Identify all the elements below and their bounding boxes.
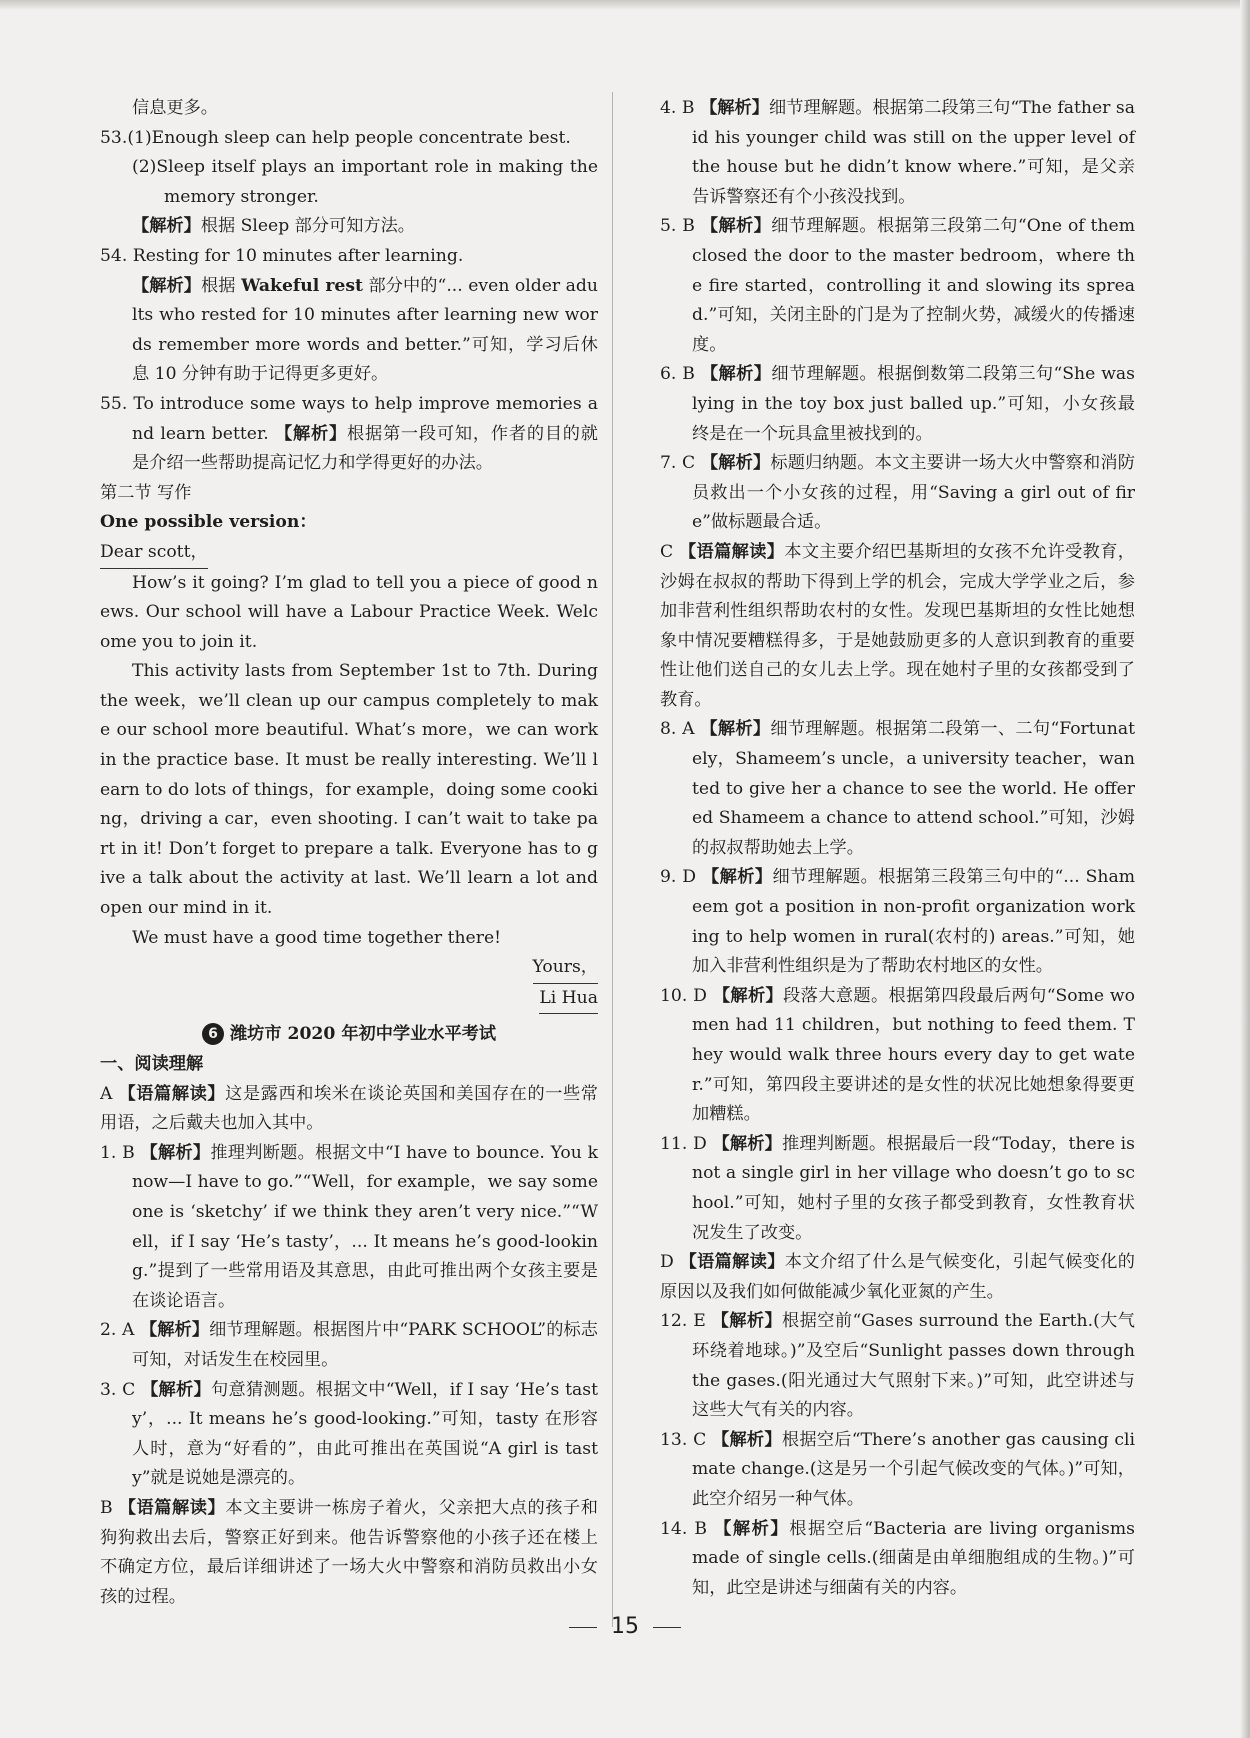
continuation-line: 信息更多。 bbox=[132, 98, 218, 118]
answer-11: 11. D 【解析】推理判断题。根据最后一段“Today，there is not a single girl in her village who doesn’t go to school.”可知，她村子里的女孩子都受到教育，女性教育状况发生了改变。 bbox=[660, 1133, 1135, 1243]
passage-c-summary: C 【语篇解读】本文主要介绍巴基斯坦的女孩不允许受教育，沙姆在叔叔的帮助下得到上学的机会，完成大学学业之后，参加非营利性组织帮助农村的女性。发现巴基斯坦的女性比她想象中情况要糟糕得多，于是她鼓励更多的人意识到教育的重要性让他们送自己的女儿去上学。现在她村子里的女孩都受到了教育。 bbox=[660, 541, 1135, 710]
answer-10: 10. D 【解析】段落大意题。根据第四段最后两句“Some women had 11 children，but nothing to feed them. They would walk three hours every day to get water.”可知，第四段主要讲述的是女性的状况比她想象得要更加糟糕。 bbox=[660, 985, 1135, 1125]
answer-54: 54. Resting for 10 minutes after learning. bbox=[100, 245, 464, 266]
answer-8: 8. A 【解析】细节理解题。根据第二段第一、二句“Fortunately，Shameem’s uncle，a university teacher，wanted to give her a chance to see the world. He offered Shameem a chance to attend school.”可知，沙姆的叔叔帮助她去上学。 bbox=[660, 719, 1135, 858]
exam-number-badge: 6 bbox=[202, 1023, 224, 1045]
analysis-text: 部分中的“... even older adults who rested for 10 minutes after learning new words remember more words and better.”可知，学习后休息 10 分钟有助于记得更多更好。 bbox=[132, 275, 599, 385]
answer-4: 4. B 【解析】细节理解题。根据第二段第三句“The father said his younger child was still on the upper level of the house but he didn’t know where.”可知，是父亲告诉警察还有个小孩没找到。 bbox=[660, 98, 1135, 207]
letter-paragraph-1: How’s it going? I’m glad to tell you a piece of good news. Our school will have a Labour Practice Week. Welcome you to join it. bbox=[100, 572, 598, 652]
analysis-text: 根据第一段可知，作者的目的就是介绍一些帮助提高记忆力和学得更好的办法。 bbox=[132, 423, 598, 474]
analysis-53 bbox=[100, 212, 598, 242]
left-column bbox=[100, 94, 598, 1612]
letter-paragraph-3: We must have a good time together there! bbox=[132, 927, 502, 948]
exam-title: 6 潍坊市 2020 年初中学业水平考试 bbox=[100, 1020, 598, 1050]
letter-salutation: Dear scott， bbox=[100, 538, 598, 569]
letter-paragraph-2: This activity lasts from September 1st to 7th. During the week，we’ll clean up our campus completely to make our school more beautiful. What’s more，we can work in the practice base. It must be really interesting. We’ll learn to do lots of things，for example，doing some cooking，driving a car，even shooting. I can’t wait to take part in it! Don’t forget to prepare a talk. Everyone has to give a talk about the activity at last. We’ll learn a lot and open our mind in it. bbox=[100, 661, 598, 919]
right-column bbox=[660, 94, 1135, 1603]
passage-b-summary: B 【语篇解读】本文主要讲一栋房子着火，父亲把大点的孩子和狗狗救出去后，警察正好到来。他告诉警察他的小孩子还在楼上不确定方位，最后详细讲述了一场大火中警察和消防员救出小女孩的过程。 bbox=[100, 1497, 598, 1607]
answer-7: 7. C 【解析】标题归纳题。本文主要讲一场大火中警察和消防员救出一个小女孩的过程，用“Saving a girl out of fire”做标题最合适。 bbox=[660, 453, 1135, 533]
analysis-text: 根据 Sleep 部分可知方法。 bbox=[200, 216, 415, 237]
page-footer bbox=[0, 1614, 1250, 1639]
answer-1: 1. B 【解析】推理判断题。根据文中“I have to bounce. You know—I have to go.”“Well，for example，we say someone is ‘sketchy’ if we think they aren’t very nice.”“Well，if I say ‘He’s tasty’，... It means he’s good-looking.”提到了一些常用语及其意思，由此可推出两个女孩主要是在谈论语言。 bbox=[100, 1142, 598, 1311]
column-divider bbox=[612, 92, 613, 1627]
answer-13: 13. C 【解析】根据空后“There’s another gas causing climate change.(这是另一个引起气候改变的气体。)”可知，此空介绍另一种气体。 bbox=[660, 1429, 1135, 1509]
part-heading: 一、阅读理解 bbox=[100, 1054, 204, 1074]
page-number: 15 bbox=[611, 1614, 639, 1639]
passage-d-summary: D 【语篇解读】本文介绍了什么是气候变化，引起气候变化的原因以及我们如何做能减少氧化亚氮的产生。 bbox=[660, 1252, 1135, 1302]
analysis-54: 【解析】根据 Wakeful rest 部分中的“... even older adults who rested for 10 minutes after learning new words remember more words and better.”可知，学习后休息 10 分钟有助于记得更多更好。 bbox=[132, 275, 599, 385]
answer-9: 9. D 【解析】细节理解题。根据第三段第三句中的“... Shameem got a position in non-profit organization working to help women in rural(农村的) areas.”可知，她加入非营利性组织是为了帮助农村地区的女性。 bbox=[660, 867, 1135, 977]
version-label: One possible version： bbox=[100, 512, 317, 533]
letter-signature: Li Hua bbox=[100, 984, 598, 1015]
section-heading: 第二节 写作 bbox=[100, 482, 192, 503]
answer-53-1: 53.(1)Enough sleep can help people concentrate best. bbox=[100, 127, 571, 148]
answer-14: 14. B 【解析】根据空后“Bacteria are living organisms made of single cells.(细菌是由单细胞组成的生物。)”可知，此空是讲述与细菌有关的内容。 bbox=[660, 1518, 1135, 1598]
page-top-edge bbox=[0, 0, 1250, 10]
letter-closing: Yours， bbox=[100, 953, 598, 984]
analysis-tag: 【解析】 bbox=[275, 423, 347, 444]
page-right-edge bbox=[1240, 0, 1250, 1738]
footer-dash-left bbox=[569, 1627, 597, 1628]
answer-3: 3. C 【解析】句意猜测题。根据文中“Well，if I say ‘He’s tasty’，... It means he’s good-looking.”可知，tasty 在形容人时，意为“好看的”，由此可推出在英国说“A girl is tasty”就是说她是漂亮的。 bbox=[100, 1379, 598, 1489]
answer-5: 5. B 【解析】细节理解题。根据第三段第二句“One of them closed the door to the master bedroom，where the fire started，controlling it and slowing its spread.”可知，关闭主卧的门是为了控制火势，减缓火的传播速度。 bbox=[660, 216, 1135, 355]
answer-53-2: (2)Sleep itself plays an important role in making the memory stronger. bbox=[132, 157, 598, 207]
section-name: Wakeful rest bbox=[241, 275, 363, 296]
answer-2: 2. A 【解析】细节理解题。根据图片中“PARK SCHOOL”的标志可知，对话发生在校园里。 bbox=[100, 1320, 598, 1370]
answer-6: 6. B 【解析】细节理解题。根据倒数第二段第三句“She was lying in the toy box just balled up.”可知，小女孩最终是在一个玩具盒里被找到的。 bbox=[660, 364, 1135, 444]
analysis-tag: 【解析】 bbox=[132, 216, 201, 237]
passage-a-summary: A 【语篇解读】这是露西和埃米在谈论英国和美国存在的一些常用语，之后戴夫也加入其中。 bbox=[100, 1083, 598, 1134]
footer-dash-right bbox=[653, 1627, 681, 1628]
answer-12: 12. E 【解析】根据空前“Gases surround the Earth.(大气环绕着地球。)”及空后“Sunlight passes down through the gases.(阳光通过大气照射下来。)”可知，此空讲述与这些大气有关的内容。 bbox=[660, 1311, 1135, 1421]
answer-55: 55. To introduce some ways to help improve memories and learn better. 【解析】根据第一段可知，作者的目的就是介绍一些帮助提高记忆力和学得更好的办法。 bbox=[100, 393, 598, 474]
analysis-tag: 【解析】 bbox=[132, 275, 202, 296]
